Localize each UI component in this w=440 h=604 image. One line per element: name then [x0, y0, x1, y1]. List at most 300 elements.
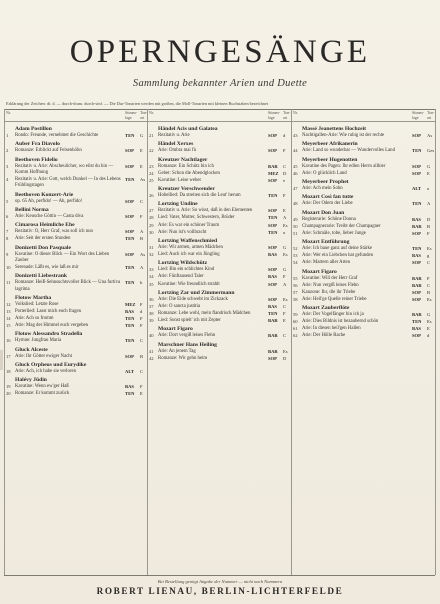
entry-title: Champagnerarie: Treibt der Champagner: [302, 223, 381, 229]
entry-number: 45: [293, 163, 298, 169]
entry-number: 16: [6, 338, 11, 344]
composer-opera-heading: [6, 192, 148, 199]
aria-entry: [149, 230, 291, 236]
aria-entry: [293, 276, 435, 282]
entry-number: 36: [149, 296, 154, 302]
page-title: OPERNGESÄNGE: [69, 34, 371, 70]
entry-key: b: [140, 280, 143, 286]
entry-key: B: [427, 289, 431, 295]
entry-voice: ALT: [125, 369, 135, 375]
entry-title: Volkslied: Letzte Rose: [15, 301, 59, 307]
entry-key: F: [283, 274, 286, 280]
composer-opera-heading: [293, 157, 435, 164]
publisher-imprint: ROBERT LIENAU, BERLIN-LICHTERFELDE: [96, 586, 344, 596]
entry-key: C: [427, 260, 431, 266]
entry-number: 12: [6, 301, 11, 307]
entry-title: Nachtigallen-Arie: Wie ruhig ist der rechte: [302, 133, 385, 138]
entry-number: 5: [6, 198, 9, 204]
entry-voice: BAS: [268, 252, 277, 258]
entry-title: Hymne: Jungfrau Maria: [15, 338, 62, 344]
entry-number: 51: [293, 230, 298, 236]
catalog-column-2: [149, 110, 291, 575]
entry-title: Rezitativ u. Arie: Abscheulicher, wo eilst du hin — Komm Hoffnung: [15, 163, 114, 175]
entry-title: Kavatine: Wenn ew'ger Haß: [15, 384, 69, 390]
aria-entry: [6, 391, 148, 397]
entry-key: d: [427, 333, 430, 339]
heading-text: Gluck Orpheus und Eurydike: [15, 362, 87, 369]
aria-entry: [293, 253, 435, 259]
aria-entry: [293, 290, 435, 296]
entry-voice: BAS: [412, 326, 421, 332]
entry-number: 62: [293, 333, 298, 339]
entries-list: [293, 121, 435, 340]
entry-number: 19: [6, 384, 11, 390]
heading-text: Mozart Zauberflöte: [302, 305, 350, 312]
entry-voice: SOP: [412, 133, 421, 138]
composer-opera-heading: [149, 186, 291, 193]
entry-key: A: [140, 264, 144, 270]
aria-entry: [149, 297, 291, 303]
aria-entry: [149, 245, 291, 251]
aria-entry: [149, 133, 291, 139]
column-header-voice: Stimm-lage: [125, 110, 138, 120]
entry-title: Arie: Der Hölle Rache: [302, 333, 346, 339]
entry-key: A: [427, 201, 431, 207]
entry-voice: SOP: [268, 222, 277, 228]
entry-title: Arie: Die Eide schwebt im Zickzack: [158, 296, 228, 302]
heading-text: Lortzing Zar und Zimmermann: [158, 289, 235, 296]
entry-key: E: [283, 318, 286, 324]
entry-key: F: [283, 193, 286, 199]
heading-text: Mozart Figaro: [302, 268, 337, 275]
heading-text: Bellini Norma: [15, 206, 49, 213]
column-header-voice: Stimm-lage: [412, 110, 425, 120]
entry-key: Es: [283, 222, 288, 228]
entry-number: 49: [293, 216, 298, 222]
column-header-voice: Stimm-lage: [268, 110, 281, 120]
entry-number: 28: [149, 215, 154, 221]
entry-key: A: [283, 281, 287, 287]
entry-number: 8: [6, 236, 9, 242]
entry-number: 57: [293, 289, 298, 295]
heading-text: Auber Fra Diavolo: [15, 141, 60, 148]
composer-opera-heading: [6, 207, 148, 214]
entry-title: Arie: Ihr Götter ewiger Nacht: [15, 353, 73, 359]
entry-voice: TEN: [412, 319, 422, 325]
entry-title: Arie: Ach so fromm: [15, 316, 54, 322]
entry-title: Kavatine: O dieser Blick — Ein Wort des Lieben Zauber: [15, 251, 110, 263]
entry-number: 52: [293, 246, 298, 252]
heading-text: Marschner Hans Heiling: [158, 341, 217, 348]
column-header-number: Nr.: [149, 110, 154, 115]
entry-voice: SOP: [412, 170, 421, 176]
entry-key: Es: [427, 319, 432, 325]
entry-key: a: [427, 185, 430, 191]
entry-key: a: [283, 229, 286, 235]
entry-title: Arie: Land so wunderbar — Wundervolles Land: [302, 148, 395, 154]
entry-voice: SOP: [268, 267, 277, 273]
composer-opera-heading: [6, 222, 148, 229]
entry-title: Registerarie: Schöne Donna: [302, 216, 356, 222]
entry-key: F: [140, 316, 143, 322]
entry-number: 34: [149, 274, 154, 280]
entry-voice: BAR: [412, 312, 422, 318]
entry-voice: SOP: [125, 163, 134, 169]
heading-text: Cimarosa Heimliche Ehe: [15, 222, 75, 229]
heading-text: Gluck Alceste: [15, 346, 48, 353]
entry-number: 53: [293, 253, 298, 259]
entry-voice: BAR: [268, 318, 278, 324]
entry-number: 30: [149, 229, 154, 235]
column-header-key: Ton-art: [140, 110, 148, 120]
entry-key: A: [140, 229, 144, 235]
entry-voice: BAS: [268, 303, 277, 309]
entry-voice: TEN: [125, 323, 135, 329]
entry-key: D: [427, 216, 431, 222]
heading-text: Händel Acis und Galatea: [158, 126, 218, 132]
heading-text: Meyerbeer Prophet: [302, 178, 349, 185]
entry-title: Arie: Wer ein Liebchen hat gefunden: [302, 253, 374, 259]
entry-key: E: [140, 391, 143, 397]
composer-opera-heading: [6, 347, 148, 354]
composer-opera-heading: [149, 238, 291, 245]
entry-title: Serenade: Läßt es, wie laß es mir: [15, 264, 79, 270]
entry-key: G: [427, 163, 431, 169]
entry-voice: SOP: [412, 296, 421, 302]
entry-voice: TEN: [268, 229, 278, 235]
entry-number: 20: [6, 391, 11, 397]
entry-number: 61: [293, 326, 298, 332]
composer-opera-heading: [6, 141, 148, 148]
entry-title: Rezitativ u. Arie: So wisst, daß in den Elementen: [158, 208, 253, 214]
composer-opera-heading: [149, 326, 291, 333]
entry-title: Rezitativ u. Arie: Gott, welch Dunkel — In des Lebens Frühlingstagen: [15, 176, 121, 189]
composer-opera-heading: [293, 210, 435, 217]
entry-key: Es: [283, 296, 288, 302]
entry-key: F: [283, 148, 286, 154]
entry-key: C: [283, 163, 287, 169]
entry-key: F: [140, 384, 143, 390]
entry-title: Romanze: Heiß-Sehnsuchtsvoller Blick — Una furtiva lagrima: [15, 280, 121, 292]
heading-text: Halévy Jüdin: [15, 377, 47, 384]
entry-voice: TEN: [412, 246, 422, 252]
entry-title: Arie: Martern aller Arten: [302, 260, 351, 266]
aria-entry: [293, 201, 435, 207]
aria-entry: [149, 193, 291, 199]
entry-key: Es: [283, 348, 288, 354]
heading-text: Flotow Martha: [15, 294, 52, 301]
entry-voice: TEN: [125, 338, 135, 344]
entry-title: Rezitativ: O, Herr Graf, was soll ich nun: [15, 229, 93, 235]
entry-key: g: [427, 253, 430, 259]
entry-title: Arie: Ombra mai fù: [158, 148, 196, 154]
aria-entry: [149, 164, 291, 170]
entry-key: d: [283, 133, 286, 138]
entry-number: 47: [293, 185, 298, 191]
entry-key: E: [140, 163, 143, 169]
entry-voice: MEZ: [268, 170, 279, 176]
aria-entry: [6, 133, 148, 139]
entry-number: 17: [6, 353, 11, 359]
aria-entry: [6, 236, 148, 242]
entry-number: 37: [149, 303, 154, 309]
column-divider: [435, 109, 436, 575]
entry-key: A: [283, 215, 287, 221]
column-header-key: Ton-art: [427, 110, 435, 120]
column-header-key: Ton-art: [283, 110, 291, 120]
aria-entry: [6, 280, 148, 293]
entry-title: Kavatine: Leise wehet: [158, 177, 201, 183]
composer-opera-heading: [293, 269, 435, 276]
entry-title: Arie: Ach mein Sohn: [302, 185, 343, 191]
column-header-title: [302, 110, 412, 121]
entry-number: 15: [6, 323, 11, 329]
entry-key: Es: [427, 296, 432, 302]
aria-entry: [6, 384, 148, 390]
entry-voice: SOP: [268, 208, 277, 214]
entry-key: F: [427, 275, 430, 281]
entry-voice: SOP: [268, 355, 277, 361]
composer-opera-heading: [6, 245, 148, 252]
aria-entry: [149, 208, 291, 214]
entry-voice: TEN: [125, 264, 135, 270]
entry-number: 60: [293, 319, 298, 325]
composer-opera-heading: [6, 295, 148, 302]
aria-entry: [293, 148, 435, 154]
entry-title: Arie: An jenem Tag: [158, 348, 196, 354]
entry-key: F: [140, 213, 143, 219]
composer-opera-heading: [6, 126, 148, 133]
entry-key: B: [140, 236, 144, 242]
column-header-number: Nr.: [293, 110, 298, 115]
aria-entry: [6, 354, 148, 360]
entry-title: Kavatine des Pagen: Ihr edlen Herrn allhier: [302, 163, 386, 169]
entry-number: 59: [293, 312, 298, 318]
entry-voice: SOP: [412, 230, 421, 236]
entry-title: Lied: Vater, Mutter, Schwestern, Brüder: [158, 215, 235, 221]
entry-voice: TEN: [268, 215, 278, 221]
entry-title: Romanze: Er kommt zurück: [15, 391, 70, 397]
entry-title: Porterlied: Lasst mich euch fragen: [15, 308, 82, 314]
aria-entry: [6, 316, 148, 322]
entry-number: 54: [293, 260, 298, 266]
entry-number: 44: [293, 148, 298, 154]
column-header: [149, 110, 291, 121]
aria-entry: [293, 319, 435, 325]
legend-note: Erklärung der Zeichen: dt. d. — durch-dram. durch-sinf. — Die Dur-Tonarten werden mit großen, die Moll-Tonarten mit kleinen Buchstaben bezeichnet: [6, 101, 269, 106]
heading-text: Mozart Così fan tutte: [302, 194, 354, 201]
entry-voice: BAS: [125, 384, 134, 390]
entry-number: 33: [149, 267, 154, 273]
heading-text: Kreutzer Verschwender: [158, 186, 215, 193]
entry-voice: SOP: [268, 281, 277, 287]
entry-title: Rezitativ u. Arie: [158, 133, 190, 138]
aria-entry: [6, 309, 148, 315]
entry-key: B: [427, 223, 431, 229]
entry-voice: BAS: [412, 253, 421, 259]
aria-entry: [293, 186, 435, 192]
entry-number: 21: [149, 133, 154, 138]
heading-text: Beethoven Konzert-Arie: [15, 191, 74, 198]
catalog-column-1: [6, 110, 148, 575]
entry-key: B: [140, 353, 144, 359]
entry-number: 46: [293, 170, 298, 176]
entry-number: 40: [149, 333, 154, 339]
aria-entry: [149, 267, 291, 273]
entry-voice: TEN: [412, 148, 422, 154]
entry-title: Arie: Dies Bildnis ist bezaubernd schön: [302, 319, 379, 325]
entry-number: 4: [6, 176, 9, 182]
column-header-number: Nr.: [6, 110, 11, 115]
entry-title: Arie: Seit der ersten Stunden: [15, 236, 71, 242]
entry-number: 48: [293, 201, 298, 207]
entry-voice: SOP: [125, 148, 134, 154]
aria-entry: [149, 318, 291, 324]
entry-number: 31: [149, 244, 154, 250]
aria-entry: [6, 265, 148, 271]
entry-voice: BAR: [268, 163, 278, 169]
entry-title: Gebet: Schon die Abendglocken: [158, 170, 220, 176]
entry-key: Es: [427, 246, 432, 252]
entry-voice: SOP: [412, 333, 421, 339]
entry-title: Arie: Dort vergiß leises Flehn: [158, 333, 216, 339]
column-divider: [4, 109, 5, 575]
entry-number: 13: [6, 308, 11, 314]
entry-voice: SOP: [125, 198, 134, 204]
entry-number: 11: [6, 280, 11, 286]
heading-text: Donizetti Don Pasquale: [15, 244, 71, 251]
heading-text: Donizetti Liebestrank: [15, 273, 68, 280]
aria-entry: [293, 224, 435, 230]
heading-text: Lortzing Undine: [158, 201, 198, 208]
entry-number: 2: [6, 148, 9, 154]
composer-opera-heading: [293, 194, 435, 201]
column-header-title: [158, 110, 268, 121]
entry-key: E: [283, 208, 286, 214]
heading-text: Massé Jeanettens Hochzeit: [302, 126, 367, 132]
entry-number: 1: [6, 133, 9, 138]
entry-key: d: [140, 308, 143, 314]
entries-list: [149, 121, 291, 362]
entry-title: Lied: Auch ich war ein Jüngling: [158, 252, 220, 258]
aria-entry: [293, 333, 435, 339]
entry-key: E: [140, 148, 143, 154]
entry-number: 56: [293, 282, 298, 288]
entry-key: C: [140, 338, 144, 344]
entry-voice: BAR: [412, 275, 422, 281]
composer-opera-heading: [149, 141, 291, 148]
aria-entry: [6, 214, 148, 220]
entry-title: Arie: Fünftausend Taler: [158, 274, 204, 280]
entry-voice: SOP: [268, 244, 277, 250]
composer-opera-heading: [6, 273, 148, 280]
aria-entry: [6, 229, 148, 235]
entry-key: F: [283, 311, 286, 317]
composer-opera-heading: [149, 201, 291, 208]
entry-key: D: [283, 355, 287, 361]
entry-voice: SOP: [125, 251, 134, 257]
composer-opera-heading: [149, 260, 291, 267]
heading-text: Adam Postillon: [15, 126, 52, 132]
entry-key: G: [283, 267, 287, 273]
aria-entry: [6, 323, 148, 329]
entry-voice: BAS: [412, 216, 421, 222]
entry-title: Arie: Der Vogelfänger bin ich ja: [302, 312, 364, 318]
composer-opera-heading: [293, 305, 435, 312]
entry-title: Romanze: Ein Schütz bin ich: [158, 163, 214, 169]
entry-title: Hobellied: Da streiten sich die Leut' herum: [158, 193, 241, 199]
aria-entry: [6, 252, 148, 265]
aria-entry: [149, 356, 291, 362]
entry-title: Romanze: Lebe wohl, mein flandrisch Mädchen: [158, 311, 251, 317]
entry-number: 9: [6, 251, 9, 257]
entry-voice: SOP: [268, 148, 277, 154]
entry-title: Rondo: Freunde, vernehmet die Geschichte: [15, 133, 99, 138]
entry-key: C: [283, 303, 287, 309]
page-subtitle: Sammlung bekannter Arien und Duette: [132, 78, 308, 89]
entry-title: Arie: Nun ist's vollbracht: [158, 229, 207, 235]
entry-voice: SOP: [268, 296, 277, 302]
entry-number: 18: [6, 369, 11, 375]
entry-number: 14: [6, 316, 11, 322]
entry-title: Kavatine: Wie freundlich strahlt: [158, 281, 220, 287]
entry-title: Lied: Bin ein schlichtes Kind: [158, 267, 215, 273]
entry-title: Arie: Der Odem der Liebe: [302, 201, 353, 207]
composer-opera-heading: [6, 157, 148, 164]
entry-key: G: [283, 244, 287, 250]
entry-voice: TEN: [125, 133, 135, 138]
composer-opera-heading: [149, 290, 291, 297]
entry-number: 32: [149, 252, 154, 258]
entry-title: Arie: Ich baue ganz auf deine Stärke: [302, 246, 373, 252]
composer-opera-heading: [6, 331, 148, 338]
entries-list: [6, 121, 148, 398]
entry-voice: BAR: [412, 223, 422, 229]
entry-key: As: [140, 251, 146, 257]
heading-text: Händel Xerxes: [158, 141, 194, 148]
aria-entry: [293, 164, 435, 170]
entry-voice: SOP: [412, 289, 421, 295]
composer-opera-heading: [6, 377, 148, 384]
entry-title: Arie: Mag der Himmel euch vergeben: [15, 323, 89, 329]
entry-voice: ALT: [412, 185, 422, 191]
entry-key: D: [283, 170, 287, 176]
composer-opera-heading: [293, 179, 435, 186]
entry-number: 42: [149, 355, 154, 361]
entry-key: G: [140, 133, 144, 138]
entry-key: F: [140, 323, 143, 329]
entry-key: e: [283, 177, 286, 183]
entry-number: 41: [149, 348, 154, 354]
column-header-title: [15, 110, 125, 121]
composer-opera-heading: [149, 342, 291, 349]
aria-entry: [149, 178, 291, 184]
aria-entry: [6, 199, 148, 205]
entry-key: C: [283, 333, 287, 339]
heading-text: Flotow Alessandro Stradella: [15, 331, 83, 338]
aria-entry: [149, 311, 291, 317]
aria-entry: [149, 333, 291, 339]
entry-key: F: [427, 230, 430, 236]
entry-key: C: [427, 282, 431, 288]
column-header: [6, 110, 148, 121]
entry-voice: MEZ: [125, 301, 136, 307]
heading-text: Beethoven Fidelio: [15, 156, 58, 163]
entry-number: 39: [149, 318, 154, 324]
footer-note: Bei Bestellung genügt Angabe der Nummer — nicht nach Nummern: [157, 579, 283, 584]
entry-title: Arie: In diesen heil'gen Hallen: [302, 326, 361, 332]
entry-voice: SOP: [268, 177, 277, 183]
